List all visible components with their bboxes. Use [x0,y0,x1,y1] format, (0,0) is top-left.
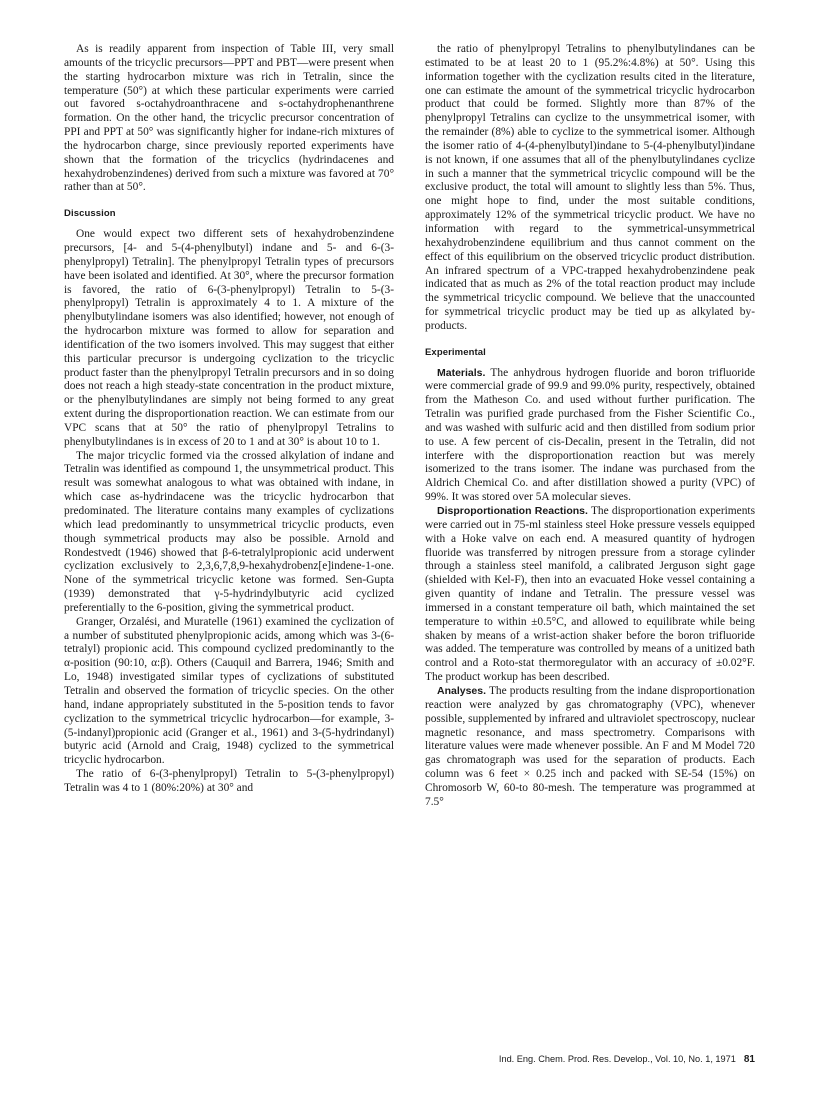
right-column [425,43,755,810]
paragraph: The ratio of 6-(3-phenylpropyl) Tetralin to 5-(3-phenylpropyl) Tetralin was 4 to 1 (80%:20%) at 30° and [64,768,394,794]
paragraph-disproportionation [425,505,755,685]
page-number: 81 [743,1054,755,1065]
paragraph-analyses [425,685,755,810]
paragraph-body: The anhydrous hydrogen fluoride and boron trifluoride were commercial grade of 99.9 and 99.0% purity, respectively, obtained from the Matheson Co. and used without further purification. The Tetralin was purified grade purchased from the Fisher Scientific Co., and was washed with sulfuric acid and then distilled from sodium prior to use. A few percent of cis-Decalin, present in the Tetralin, did not interfere with the disproportionation reaction but was merely isomerized to the trans isomer. The indane was purchased from the Aldrich Chemical Co. and after distillation showed a purity (VPC) of 99%. It was stored over 5A molecular sieves. [425,366,755,504]
paragraph: the ratio of phenylpropyl Tetralins to phenylbutylindanes can be estimated to be at least 20 to 1 (95.2%:4.8%) at 50°. Using this information together with the cyclization results cited in the literature, one can estimate the amount of the symmetrical tricyclic hydrocarbon product that could be formed. Slightly more than 87% of the phenylpropyl Tetralins can cyclize to the unsymmetrical isomer, with the remainder (8%) able to cyclize to the symmetrical isomer. Although the isomer ratio of 4-(4-phenylbutyl)indane to 5-(4-phenylbutyl)indane is not known, if one assumes that all of the phenylbutylindanes cyclize in such a manner that the symmetrical tricyclic compound will be the exclusive product, the total will amount to slightly less than 5%. Thus, one might hope to find, under the most suitable conditions, approximately 12% of the symmetrical tricyclic product. We have no information with regard to the symmetrical-unsymmetrical hexahydrobenzindene equilibrium and thus cannot comment on the effect of this equilibrium on the observed tricyclic product distribution. An infrared spectrum of a VPC-trapped hexahydrobenzindene peak indicated that as much as 2% of the total reaction product may include the symmetrical tricyclic compound. We believe that the unaccounted for symmetrical tricyclic product may be tied up as alkylated by-products. [425,43,755,332]
paragraph: One would expect two different sets of hexahydrobenzindene precursors, [4- and 5-(4-phenylbutyl) indane and 5- and 6-(3-phenylpropyl) Tetralin]. The phenylpropyl Tetralin types of precursors have been isolated and identified. At 30°, where the precursor formation is favored, the ratio of 6-(3-phenylpropyl) Tetralin to 5-(3-phenylpropyl) Tetralin is approximately 4 to 1. A mixture of the phenylbutylindane isomers was also identified; however, not enough of the hydrocarbon mixture was formed to allow for separation and identification of the two isomers involved. This may suggest that either this particular precursor is undergoing cyclization to the tricyclic product faster than the phenylpropyl Tetralin precursors and in so doing does not reach a high steady-state concentration in the product mixture, or the phenylbutylindanes are simply not being formed to any great extent during the disproportionation reaction. We can estimate from our VPC scans that at 50° the ratio of phenylpropyl Tetralins to phenylbutylindanes is in excess of 20 to 1 and at 30° is about 10 to 1. [64,228,394,448]
page-footer [425,1054,755,1065]
journal-citation: Ind. Eng. Chem. Prod. Res. Develop., Vol. 10, No. 1, 1971 [498,1054,736,1064]
runin-heading-disproportionation: Disproportionation Reactions. [437,505,588,517]
section-heading-experimental: Experimental [425,346,486,358]
runin-heading-materials: Materials. [437,366,486,379]
paragraph: Granger, Orzalési, and Muratelle (1961) examined the cyclization of a number of substituted phenylpropionic acids, among which was 3-(6-tetralyl) propionic acid. This compound cyclized predominantly to the α-position (90:10, α:β). Others (Cauquil and Barrera, 1946; Smith and Lo, 1948) investigated similar types of cyclizations of substituted Tetralin and observed the formation of tricyclic species. On the other hand, indane appropriately substituted in the 5-position tends to favor cyclization to the symmetrical tricyclic hydrocarbon—for example, 3-(5-indanyl)propionic acid (Granger et al., 1961) and 3-(5-hydrindanyl) butyric acid (Arnold and Craig, 1948) cyclized to the symmetrical tricyclic hydrocarbon. [64,615,394,767]
paragraph-body: The products resulting from the indane disproportionation reaction were analyzed by gas chromatography (VPC), whenever possible, supplemented by infrared and ultraviolet spectroscopy, nuclear magnetic resonance, and mass spectrometry. Comparisons with literature values were made whenever possible. An F and M Model 720 gas chromatograph was used for the separation of products. Each column was 6 feet × 0.25 inch and packed with SE-54 (15%) on Chromosorb W, 60-to 80-mesh. The temperature was programmed at 7.5° [425,684,755,808]
paragraph-body: The disproportionation experiments were carried out in 75-ml stainless steel Hoke pressure vessels equipped with a Hoke valve on each end. A measured quantity of hydrogen fluoride was transferred by nitrogen pressure from a storage cylinder through a stainless steel manifold, a calibrated Jerguson sight gage (shielded with Kel-F), then into an evacuated Hoke vessel containing a given quantity of indane and Tetralin. The pressure vessel was immersed in a constant temperature oil bath, which maintained the set temperature to within ±0.5°C, and allowed to equilibrate while being shaken by means of a wrist-action shaker before the boron trifluoride was added. The temperature was controlled by means of a unitized bath control and a Roto-stat thermoregulator with an accuracy of ±0.02°F. The product workup has been described. [425,505,755,684]
paragraph-materials [425,367,755,505]
section-heading-discussion: Discussion [64,208,116,220]
left-column [64,43,394,796]
paragraph: As is readily apparent from inspection of Table III, very small amounts of the tricyclic precursors—PPT and PBT—were present when the starting hydrocarbon mixture was rich in Tetralin, since the temperature (50°) at which these particular experiments were carried out favored s-octahydroanthracene and s-octahydrophenanthrene formation. On the other hand, the tricyclic precursor concentration of PPI and PPT at 50° was significantly higher for indane-rich mixtures of the hydrocarbon charge, since previously reported experiments have shown that the formation of the tricyclics (hydrindacenes and hexahydrobenzindenes) derived from such a mixture was favored at 70° rather than at 50°. [64,43,394,194]
runin-heading-analyses: Analyses. [437,684,487,697]
paragraph: The major tricyclic formed via the crossed alkylation of indane and Tetralin was identified as compound 1, the unsymmetrical product. This result was somewhat analogous to what was obtained with indane, in which case as-hydrindacene was the tricyclic hydrocarbon that predominated. The literature contains many examples of cyclizations which lead predominantly to unsymmetrical tricyclic products, even though symmetrical products may also be possible. Arnold and Rondestvedt (1946) showed that β-6-tetralylpropionic acid underwent cyclization exclusively to 2,3,6,7,8,9-hexahydrobenz[e]indene-1-one. None of the symmetrical tricyclic ketone was formed. Sen-Gupta (1939) demonstrated that γ-5-hydrindylbutyric acid cyclized preferentially to the 6-position, giving the symmetrical product. [64,449,394,614]
